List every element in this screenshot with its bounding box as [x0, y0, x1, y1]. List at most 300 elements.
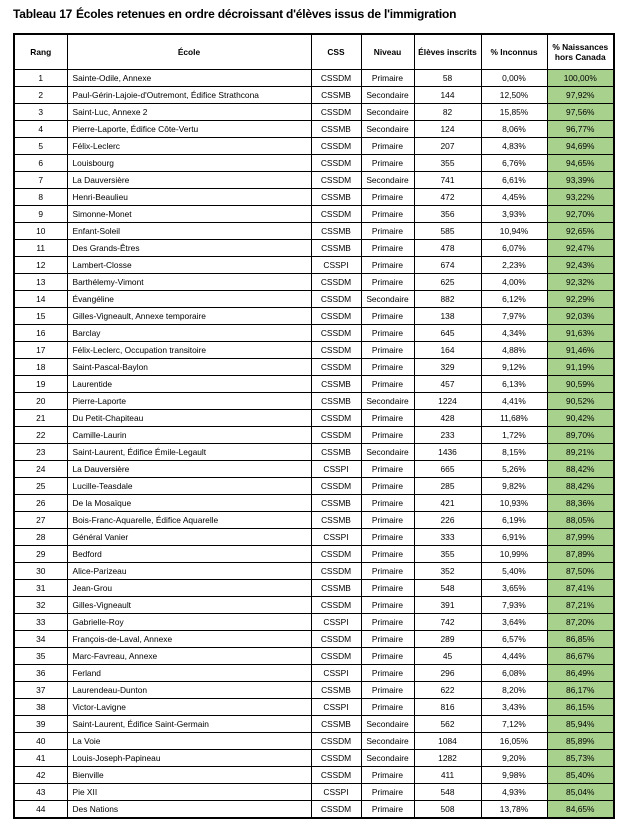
header-row [14, 34, 614, 70]
table-row [14, 716, 614, 733]
cell-eleves-inscrits: 508 [414, 801, 481, 819]
cell-pct-inconnus: 6,61% [481, 172, 547, 189]
cell-pct-inconnus: 4,44% [481, 648, 547, 665]
cell-eleves-inscrits: 548 [414, 784, 481, 801]
cell-css: CSSDM [311, 342, 361, 359]
cell-ecole: Saint-Laurent, Édifice Saint-Germain [67, 716, 311, 733]
cell-ecole: Marc-Favreau, Annexe [67, 648, 311, 665]
cell-niveau: Primaire [361, 257, 414, 274]
cell-pct-inconnus: 6,76% [481, 155, 547, 172]
cell-pct-naissances-hors-canada: 90,59% [547, 376, 614, 393]
cell-rang: 5 [14, 138, 67, 155]
cell-niveau: Secondaire [361, 104, 414, 121]
cell-ecole: De la Mosaïque [67, 495, 311, 512]
cell-eleves-inscrits: 1084 [414, 733, 481, 750]
cell-rang: 20 [14, 393, 67, 410]
table-row [14, 410, 614, 427]
cell-ecole: Gabrielle-Roy [67, 614, 311, 631]
cell-niveau: Primaire [361, 529, 414, 546]
cell-eleves-inscrits: 428 [414, 410, 481, 427]
cell-niveau: Primaire [361, 410, 414, 427]
table-row [14, 121, 614, 138]
schools-table [13, 33, 615, 819]
cell-niveau: Primaire [361, 325, 414, 342]
cell-pct-naissances-hors-canada: 87,99% [547, 529, 614, 546]
cell-pct-inconnus: 9,12% [481, 359, 547, 376]
cell-pct-inconnus: 6,07% [481, 240, 547, 257]
cell-rang: 34 [14, 631, 67, 648]
cell-pct-inconnus: 9,82% [481, 478, 547, 495]
cell-css: CSSDM [311, 410, 361, 427]
table-row [14, 87, 614, 104]
cell-ecole: Laurendeau-Dunton [67, 682, 311, 699]
cell-pct-naissances-hors-canada: 96,77% [547, 121, 614, 138]
cell-css: CSSPI [311, 461, 361, 478]
table-row [14, 648, 614, 665]
cell-pct-naissances-hors-canada: 92,47% [547, 240, 614, 257]
cell-ecole: Louis-Joseph-Papineau [67, 750, 311, 767]
cell-niveau: Secondaire [361, 87, 414, 104]
cell-ecole: Lambert-Closse [67, 257, 311, 274]
cell-css: CSSDM [311, 427, 361, 444]
cell-rang: 21 [14, 410, 67, 427]
cell-css: CSSDM [311, 750, 361, 767]
cell-css: CSSMB [311, 580, 361, 597]
cell-pct-naissances-hors-canada: 90,52% [547, 393, 614, 410]
cell-css: CSSDM [311, 308, 361, 325]
table-row [14, 393, 614, 410]
table-row [14, 223, 614, 240]
cell-ecole: Saint-Luc, Annexe 2 [67, 104, 311, 121]
table-row [14, 70, 614, 87]
table-row [14, 767, 614, 784]
cell-pct-naissances-hors-canada: 87,41% [547, 580, 614, 597]
table-number: Tableau 17 [13, 7, 73, 21]
cell-pct-naissances-hors-canada: 86,15% [547, 699, 614, 716]
cell-pct-naissances-hors-canada: 89,21% [547, 444, 614, 461]
table-row [14, 155, 614, 172]
table-row [14, 359, 614, 376]
cell-niveau: Primaire [361, 784, 414, 801]
table-row [14, 172, 614, 189]
cell-ecole: Paul-Gérin-Lajoie-d'Outremont, Édifice Strathcona [67, 87, 311, 104]
table-row [14, 665, 614, 682]
table-row [14, 444, 614, 461]
cell-ecole: Bois-Franc-Aquarelle, Édifice Aquarelle [67, 512, 311, 529]
cell-niveau: Primaire [361, 665, 414, 682]
cell-rang: 16 [14, 325, 67, 342]
cell-rang: 31 [14, 580, 67, 597]
table-title [13, 7, 456, 21]
cell-niveau: Primaire [361, 342, 414, 359]
cell-niveau: Secondaire [361, 444, 414, 461]
cell-pct-naissances-hors-canada: 97,92% [547, 87, 614, 104]
cell-rang: 8 [14, 189, 67, 206]
cell-pct-inconnus: 10,93% [481, 495, 547, 512]
cell-niveau: Secondaire [361, 716, 414, 733]
table-row [14, 682, 614, 699]
cell-css: CSSMB [311, 682, 361, 699]
cell-eleves-inscrits: 1224 [414, 393, 481, 410]
cell-pct-naissances-hors-canada: 86,17% [547, 682, 614, 699]
cell-pct-inconnus: 4,45% [481, 189, 547, 206]
cell-ecole: Pierre-Laporte [67, 393, 311, 410]
cell-eleves-inscrits: 472 [414, 189, 481, 206]
cell-rang: 35 [14, 648, 67, 665]
cell-pct-inconnus: 7,12% [481, 716, 547, 733]
cell-eleves-inscrits: 741 [414, 172, 481, 189]
cell-eleves-inscrits: 356 [414, 206, 481, 223]
cell-niveau: Primaire [361, 580, 414, 597]
cell-rang: 38 [14, 699, 67, 716]
cell-eleves-inscrits: 674 [414, 257, 481, 274]
cell-eleves-inscrits: 329 [414, 359, 481, 376]
cell-ecole: Henri-Beaulieu [67, 189, 311, 206]
cell-niveau: Secondaire [361, 393, 414, 410]
cell-pct-inconnus: 11,68% [481, 410, 547, 427]
cell-css: CSSDM [311, 70, 361, 87]
cell-eleves-inscrits: 562 [414, 716, 481, 733]
cell-niveau: Primaire [361, 308, 414, 325]
cell-rang: 9 [14, 206, 67, 223]
cell-pct-inconnus: 5,40% [481, 563, 547, 580]
cell-rang: 39 [14, 716, 67, 733]
cell-niveau: Primaire [361, 206, 414, 223]
table-row [14, 478, 614, 495]
cell-niveau: Primaire [361, 512, 414, 529]
cell-rang: 11 [14, 240, 67, 257]
cell-css: CSSDM [311, 546, 361, 563]
cell-rang: 2 [14, 87, 67, 104]
cell-pct-naissances-hors-canada: 92,29% [547, 291, 614, 308]
cell-pct-naissances-hors-canada: 92,70% [547, 206, 614, 223]
table-row [14, 104, 614, 121]
cell-eleves-inscrits: 45 [414, 648, 481, 665]
cell-css: CSSDM [311, 733, 361, 750]
cell-pct-naissances-hors-canada: 91,63% [547, 325, 614, 342]
table-row [14, 274, 614, 291]
cell-ecole: Enfant-Soleil [67, 223, 311, 240]
cell-css: CSSDM [311, 138, 361, 155]
cell-css: CSSMB [311, 240, 361, 257]
cell-ecole: La Voie [67, 733, 311, 750]
cell-css: CSSMB [311, 87, 361, 104]
cell-eleves-inscrits: 285 [414, 478, 481, 495]
table-row [14, 597, 614, 614]
cell-pct-inconnus: 5,26% [481, 461, 547, 478]
cell-css: CSSPI [311, 784, 361, 801]
cell-ecole: Simonne-Monet [67, 206, 311, 223]
cell-eleves-inscrits: 548 [414, 580, 481, 597]
cell-rang: 30 [14, 563, 67, 580]
cell-eleves-inscrits: 164 [414, 342, 481, 359]
cell-ecole: Saint-Pascal-Baylon [67, 359, 311, 376]
cell-eleves-inscrits: 289 [414, 631, 481, 648]
cell-ecole: Lucille-Teasdale [67, 478, 311, 495]
cell-pct-naissances-hors-canada: 88,36% [547, 495, 614, 512]
table-row [14, 206, 614, 223]
header-niveau: Niveau [361, 34, 414, 70]
cell-eleves-inscrits: 296 [414, 665, 481, 682]
cell-eleves-inscrits: 742 [414, 614, 481, 631]
cell-css: CSSMB [311, 512, 361, 529]
cell-ecole: Pierre-Laporte, Édifice Côte-Vertu [67, 121, 311, 138]
cell-pct-naissances-hors-canada: 89,70% [547, 427, 614, 444]
cell-niveau: Primaire [361, 240, 414, 257]
cell-css: CSSMB [311, 189, 361, 206]
cell-eleves-inscrits: 816 [414, 699, 481, 716]
cell-ecole: Jean-Grou [67, 580, 311, 597]
cell-niveau: Primaire [361, 376, 414, 393]
cell-eleves-inscrits: 144 [414, 87, 481, 104]
header-css: CSS [311, 34, 361, 70]
cell-pct-naissances-hors-canada: 90,42% [547, 410, 614, 427]
cell-css: CSSDM [311, 801, 361, 819]
cell-pct-naissances-hors-canada: 92,65% [547, 223, 614, 240]
cell-ecole: Des Grands-Êtres [67, 240, 311, 257]
cell-eleves-inscrits: 233 [414, 427, 481, 444]
cell-pct-inconnus: 4,83% [481, 138, 547, 155]
cell-ecole: Barclay [67, 325, 311, 342]
cell-pct-naissances-hors-canada: 94,65% [547, 155, 614, 172]
table-row [14, 257, 614, 274]
cell-css: CSSMB [311, 223, 361, 240]
cell-pct-inconnus: 10,99% [481, 546, 547, 563]
cell-rang: 26 [14, 495, 67, 512]
cell-css: CSSMB [311, 716, 361, 733]
cell-rang: 3 [14, 104, 67, 121]
cell-rang: 32 [14, 597, 67, 614]
cell-rang: 15 [14, 308, 67, 325]
cell-ecole: Ferland [67, 665, 311, 682]
table-row [14, 801, 614, 819]
cell-rang: 7 [14, 172, 67, 189]
cell-eleves-inscrits: 355 [414, 546, 481, 563]
cell-niveau: Secondaire [361, 121, 414, 138]
cell-pct-inconnus: 10,94% [481, 223, 547, 240]
table-row [14, 563, 614, 580]
cell-css: CSSDM [311, 648, 361, 665]
cell-ecole: Saint-Laurent, Édifice Émile-Legault [67, 444, 311, 461]
cell-rang: 42 [14, 767, 67, 784]
cell-pct-naissances-hors-canada: 85,04% [547, 784, 614, 801]
cell-pct-inconnus: 3,43% [481, 699, 547, 716]
cell-eleves-inscrits: 478 [414, 240, 481, 257]
cell-css: CSSPI [311, 529, 361, 546]
cell-pct-inconnus: 7,97% [481, 308, 547, 325]
cell-pct-inconnus: 4,41% [481, 393, 547, 410]
cell-pct-naissances-hors-canada: 88,42% [547, 478, 614, 495]
cell-niveau: Secondaire [361, 750, 414, 767]
cell-rang: 29 [14, 546, 67, 563]
cell-pct-inconnus: 3,64% [481, 614, 547, 631]
cell-css: CSSDM [311, 563, 361, 580]
cell-pct-naissances-hors-canada: 88,05% [547, 512, 614, 529]
cell-pct-naissances-hors-canada: 84,65% [547, 801, 614, 819]
cell-rang: 27 [14, 512, 67, 529]
cell-ecole: Du Petit-Chapiteau [67, 410, 311, 427]
cell-niveau: Primaire [361, 427, 414, 444]
table-row [14, 376, 614, 393]
cell-pct-naissances-hors-canada: 85,89% [547, 733, 614, 750]
cell-eleves-inscrits: 391 [414, 597, 481, 614]
table-row [14, 138, 614, 155]
cell-pct-naissances-hors-canada: 92,32% [547, 274, 614, 291]
cell-eleves-inscrits: 355 [414, 155, 481, 172]
cell-rang: 40 [14, 733, 67, 750]
cell-niveau: Primaire [361, 614, 414, 631]
table-row [14, 240, 614, 257]
cell-eleves-inscrits: 457 [414, 376, 481, 393]
cell-eleves-inscrits: 352 [414, 563, 481, 580]
cell-pct-naissances-hors-canada: 86,49% [547, 665, 614, 682]
cell-pct-inconnus: 7,93% [481, 597, 547, 614]
cell-eleves-inscrits: 226 [414, 512, 481, 529]
table-row [14, 325, 614, 342]
header-pct-inconnus: % Inconnus [481, 34, 547, 70]
cell-niveau: Primaire [361, 631, 414, 648]
cell-eleves-inscrits: 622 [414, 682, 481, 699]
cell-ecole: Gilles-Vigneault, Annexe temporaire [67, 308, 311, 325]
cell-pct-naissances-hors-canada: 87,20% [547, 614, 614, 631]
cell-pct-naissances-hors-canada: 91,19% [547, 359, 614, 376]
table-row [14, 750, 614, 767]
cell-css: CSSMB [311, 121, 361, 138]
cell-eleves-inscrits: 585 [414, 223, 481, 240]
table-row [14, 308, 614, 325]
cell-css: CSSDM [311, 206, 361, 223]
cell-rang: 25 [14, 478, 67, 495]
cell-pct-naissances-hors-canada: 85,40% [547, 767, 614, 784]
cell-ecole: Barthélemy-Vimont [67, 274, 311, 291]
cell-niveau: Primaire [361, 495, 414, 512]
cell-pct-inconnus: 6,19% [481, 512, 547, 529]
cell-pct-naissances-hors-canada: 92,43% [547, 257, 614, 274]
cell-eleves-inscrits: 58 [414, 70, 481, 87]
cell-niveau: Secondaire [361, 172, 414, 189]
cell-css: CSSDM [311, 104, 361, 121]
cell-pct-naissances-hors-canada: 88,42% [547, 461, 614, 478]
cell-ecole: Camille-Laurin [67, 427, 311, 444]
table-row [14, 733, 614, 750]
cell-ecole: Gilles-Vigneault [67, 597, 311, 614]
cell-niveau: Primaire [361, 767, 414, 784]
cell-rang: 19 [14, 376, 67, 393]
cell-css: CSSDM [311, 631, 361, 648]
table-row [14, 461, 614, 478]
header-eleves-inscrits: Élèves inscrits [414, 34, 481, 70]
cell-pct-inconnus: 16,05% [481, 733, 547, 750]
cell-pct-naissances-hors-canada: 92,03% [547, 308, 614, 325]
cell-ecole: Victor-Lavigne [67, 699, 311, 716]
header-ecole: École [67, 34, 311, 70]
cell-eleves-inscrits: 124 [414, 121, 481, 138]
cell-pct-naissances-hors-canada: 93,39% [547, 172, 614, 189]
table-row [14, 546, 614, 563]
cell-pct-inconnus: 0,00% [481, 70, 547, 87]
cell-rang: 41 [14, 750, 67, 767]
cell-eleves-inscrits: 645 [414, 325, 481, 342]
cell-ecole: Bedford [67, 546, 311, 563]
table-row [14, 580, 614, 597]
cell-ecole: La Dauversière [67, 461, 311, 478]
cell-css: CSSDM [311, 767, 361, 784]
table-row [14, 699, 614, 716]
cell-niveau: Primaire [361, 223, 414, 240]
header-pct-naissances-hors-canada: % Naissances hors Canada [547, 34, 614, 70]
cell-ecole: Évangéline [67, 291, 311, 308]
cell-css: CSSDM [311, 172, 361, 189]
cell-css: CSSPI [311, 614, 361, 631]
table-row [14, 291, 614, 308]
cell-rang: 37 [14, 682, 67, 699]
cell-pct-inconnus: 4,93% [481, 784, 547, 801]
table-row [14, 529, 614, 546]
cell-pct-naissances-hors-canada: 100,00% [547, 70, 614, 87]
cell-niveau: Primaire [361, 189, 414, 206]
cell-css: CSSDM [311, 274, 361, 291]
cell-pct-inconnus: 4,88% [481, 342, 547, 359]
cell-niveau: Primaire [361, 546, 414, 563]
table-row [14, 631, 614, 648]
cell-rang: 23 [14, 444, 67, 461]
cell-niveau: Primaire [361, 563, 414, 580]
cell-rang: 10 [14, 223, 67, 240]
cell-css: CSSMB [311, 393, 361, 410]
cell-ecole: Bienville [67, 767, 311, 784]
cell-css: CSSDM [311, 291, 361, 308]
cell-eleves-inscrits: 411 [414, 767, 481, 784]
cell-pct-inconnus: 2,23% [481, 257, 547, 274]
table-row [14, 512, 614, 529]
header-rang: Rang [14, 34, 67, 70]
cell-pct-naissances-hors-canada: 91,46% [547, 342, 614, 359]
cell-rang: 22 [14, 427, 67, 444]
cell-css: CSSDM [311, 359, 361, 376]
cell-pct-inconnus: 8,20% [481, 682, 547, 699]
table-row [14, 189, 614, 206]
cell-css: CSSDM [311, 155, 361, 172]
cell-ecole: La Dauversière [67, 172, 311, 189]
cell-pct-inconnus: 12,50% [481, 87, 547, 104]
cell-rang: 12 [14, 257, 67, 274]
cell-pct-inconnus: 4,00% [481, 274, 547, 291]
cell-pct-inconnus: 6,08% [481, 665, 547, 682]
cell-niveau: Primaire [361, 801, 414, 819]
cell-pct-inconnus: 15,85% [481, 104, 547, 121]
cell-ecole: Sainte-Odile, Annexe [67, 70, 311, 87]
cell-eleves-inscrits: 882 [414, 291, 481, 308]
cell-eleves-inscrits: 625 [414, 274, 481, 291]
cell-pct-inconnus: 13,78% [481, 801, 547, 819]
cell-pct-naissances-hors-canada: 87,89% [547, 546, 614, 563]
cell-pct-naissances-hors-canada: 94,69% [547, 138, 614, 155]
cell-ecole: Général Vanier [67, 529, 311, 546]
cell-rang: 24 [14, 461, 67, 478]
cell-rang: 33 [14, 614, 67, 631]
cell-pct-naissances-hors-canada: 97,56% [547, 104, 614, 121]
cell-pct-inconnus: 6,13% [481, 376, 547, 393]
cell-ecole: Alice-Parizeau [67, 563, 311, 580]
cell-pct-naissances-hors-canada: 93,22% [547, 189, 614, 206]
cell-rang: 36 [14, 665, 67, 682]
cell-eleves-inscrits: 421 [414, 495, 481, 512]
cell-niveau: Primaire [361, 155, 414, 172]
table-row [14, 427, 614, 444]
cell-css: CSSMB [311, 495, 361, 512]
cell-css: CSSDM [311, 597, 361, 614]
cell-eleves-inscrits: 207 [414, 138, 481, 155]
